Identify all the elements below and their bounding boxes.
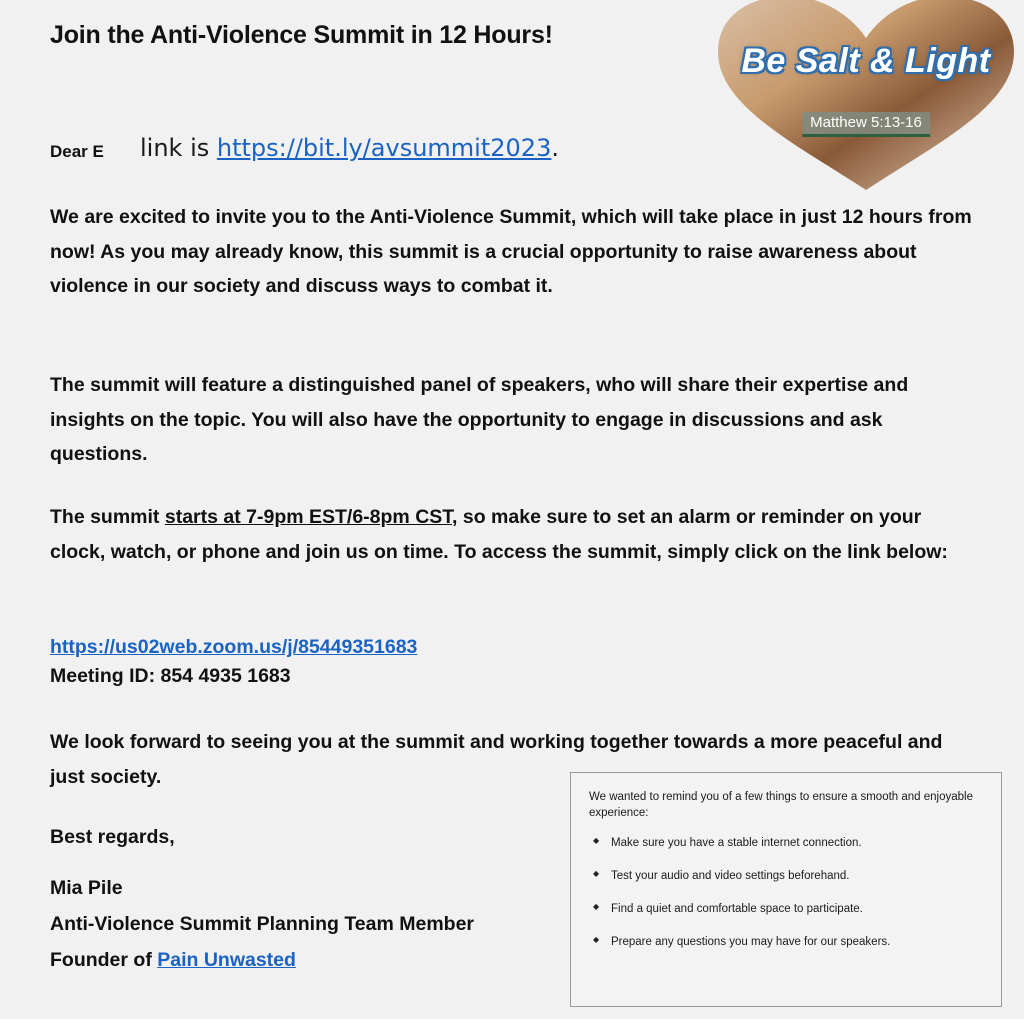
inline-link-prefix: link is (140, 134, 217, 162)
heart-icon (708, 0, 1024, 194)
summit-time-underlined: starts at 7-9pm EST/6-8pm CST (164, 506, 453, 528)
heart-title: Be Salt & Light (741, 42, 991, 80)
paragraph-speakers: The summit will feature a distinguished panel of speakers, who will share their expertise and insights on the topic. You will also have the opportunity to engage in discussions and ask questions. (50, 374, 909, 466)
inline-link-line (140, 134, 559, 162)
paragraph-invitation: We are excited to invite you to the Anti-Violence Summit, which will take place in just 12 hours from now! As you may already know, this summit is a crucial opportunity to raise awareness about violence in our society and discuss ways to combat it. (50, 206, 972, 298)
pain-unwasted-link[interactable]: Pain Unwasted (157, 949, 296, 971)
meeting-id: Meeting ID: 854 4935 1683 (50, 665, 291, 687)
list-item: ◆ Find a quiet and comfortable space to participate. (589, 901, 983, 917)
list-item: ◆ Test your audio and video settings beforehand. (589, 868, 983, 884)
be-salt-and-light-graphic (708, 0, 1024, 198)
zoom-meeting-link[interactable]: https://us02web.zoom.us/j/85449351683 (50, 636, 418, 658)
list-item: ◆ Make sure you have a stable internet connection. (589, 835, 983, 851)
inline-link-suffix: . (551, 134, 559, 162)
signature-founder (50, 949, 296, 972)
paragraph-closing-message: We look forward to seeing you at the summit and working together towards a more peaceful and just society. (50, 731, 943, 788)
signature-founder-prefix: Founder of (50, 949, 158, 971)
reminder-list (589, 835, 983, 950)
bitly-summit-link[interactable]: https://bit.ly/avsummit2023 (216, 134, 552, 162)
signature-role: Anti-Violence Summit Planning Team Member (50, 913, 475, 935)
reminder-card (570, 772, 1002, 1007)
list-item: ◆ Prepare any questions you may have for our speakers. (589, 934, 983, 950)
signature-name: Mia Pile (50, 877, 123, 899)
salutation: Dear E (50, 142, 104, 161)
paragraph-schedule-before: The summit (50, 506, 165, 528)
heart-verse: Matthew 5:13-16 (802, 112, 930, 137)
zoom-link-line (50, 630, 417, 665)
reminder-intro: We wanted to remind you of a few things to ensure a smooth and enjoyable experience: (589, 791, 973, 820)
paragraph-schedule-after: , so make sure to set an alarm or reminder on your clock, watch, or phone and join us on time. To access the summit, simply click on the link below: (50, 506, 948, 563)
closing-salutation: Best regards, (50, 826, 175, 848)
page-title: Join the Anti-Violence Summit in 12 Hours! (50, 21, 553, 49)
paragraph-schedule (50, 500, 980, 569)
